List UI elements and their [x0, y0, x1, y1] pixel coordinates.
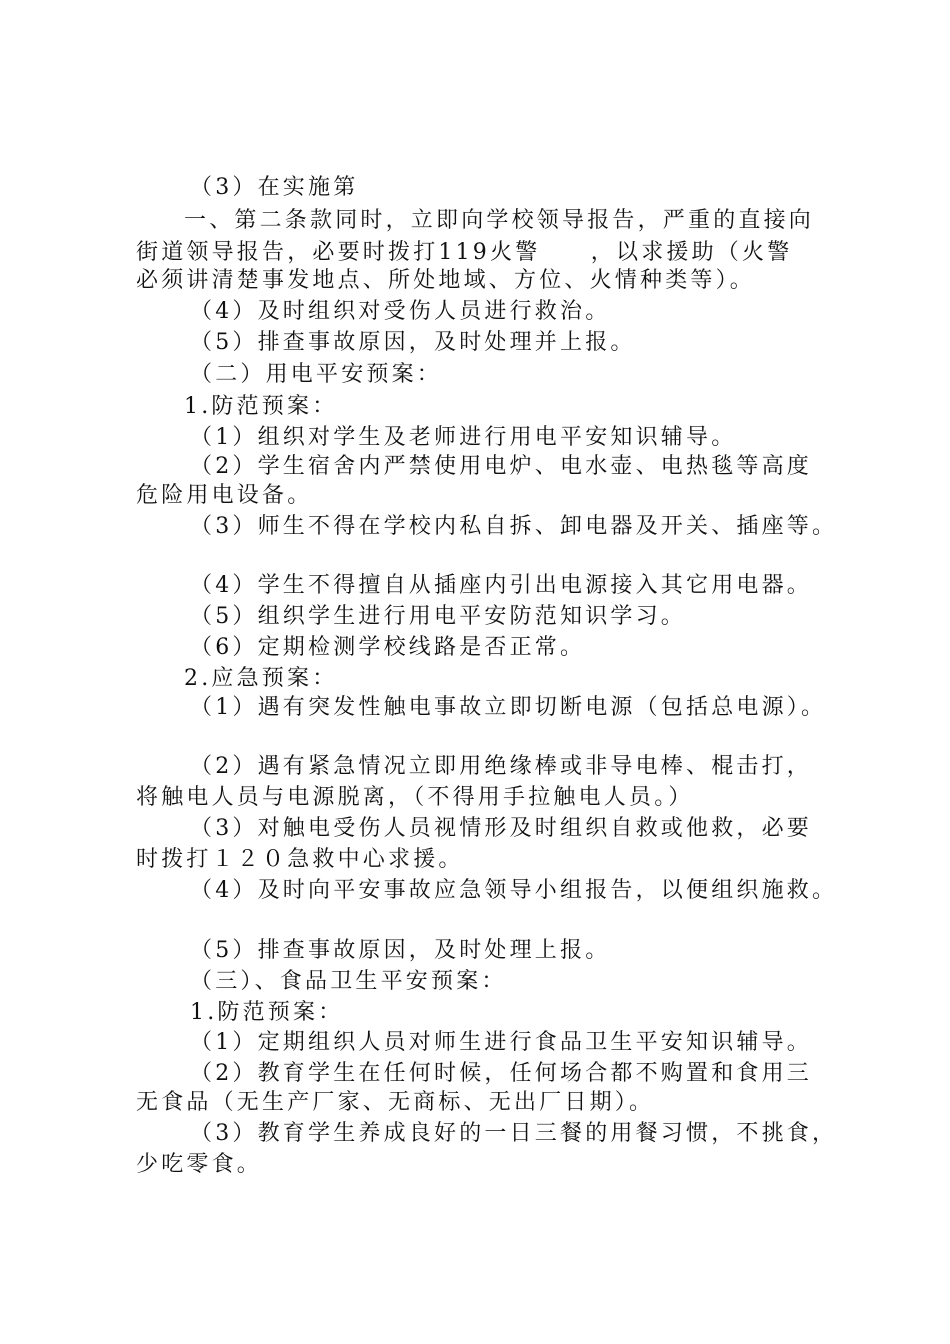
subsection-heading: 2.应急预案：	[184, 666, 338, 691]
text-line: 危险用电设备。	[136, 483, 313, 508]
text-line: （3）在实施第	[190, 175, 359, 200]
text-line: （3）教育学生养成良好的一日三餐的用餐习惯，不挑食，	[190, 1121, 838, 1146]
section-heading: （三）、食品卫生平安预案：	[190, 969, 507, 994]
text-line: （1）定期组织人员对师生进行食品卫生平安知识辅导。	[190, 1030, 812, 1055]
section-heading: （二）用电平安预案：	[190, 362, 443, 387]
text-line: 少吃零食。	[136, 1152, 263, 1177]
text-line: （3）对触电受伤人员视情形及时组织自救或他救，必要	[190, 816, 812, 841]
text-line: 街道领导报告，必要时拨打119火警 ，以求援助（火警	[136, 240, 793, 265]
text-line: （1）遇有突发性触电事故立即切断电源（包括总电源）。	[190, 695, 827, 720]
text-line: 必须讲清楚事发地点、所处地域、方位、火情种类等）。	[136, 268, 756, 293]
text-line: 将触电人员与电源脱离，（不得用手拉触电人员。）	[136, 785, 694, 810]
text-line: （2）学生宿舍内严禁使用电炉、电水壶、电热毯等高度	[190, 454, 812, 479]
text-line: （4）学生不得擅自从插座内引出电源接入其它用电器。	[190, 573, 812, 598]
subsection-heading: 1.防范预案：	[190, 1000, 344, 1025]
text-line: （2）教育学生在任何时候，任何场合都不购置和食用三	[190, 1061, 812, 1086]
text-line: 无食品（无生产厂家、无商标、无出厂日期）。	[136, 1090, 655, 1115]
text-line: （5）排查事故原因，及时处理上报。	[190, 938, 611, 963]
text-line: （4）及时组织对受伤人员进行救治。	[190, 299, 611, 324]
text-line: （5）排查事故原因，及时处理并上报。	[190, 330, 636, 355]
text-line: （4）及时向平安事故应急领导小组报告，以便组织施救。	[190, 878, 838, 903]
text-line: （5）组织学生进行用电平安防范知识学习。	[190, 604, 686, 629]
text-line: 时拨打１２０急救中心求援。	[136, 847, 464, 872]
text-line: （1）组织对学生及老师进行用电平安知识辅导。	[190, 425, 737, 450]
text-line: （3）师生不得在学校内私自拆、卸电器及开关、插座等。	[190, 514, 838, 539]
text-line: （6）定期检测学校线路是否正常。	[190, 635, 586, 660]
text-line: （2）遇有紧急情况立即用绝缘棒或非导电棒、棍击打，	[190, 754, 812, 779]
text-line: 一、第二条款同时，立即向学校领导报告，严重的直接向	[184, 208, 815, 233]
subsection-heading: 1.防范预案：	[184, 394, 338, 419]
